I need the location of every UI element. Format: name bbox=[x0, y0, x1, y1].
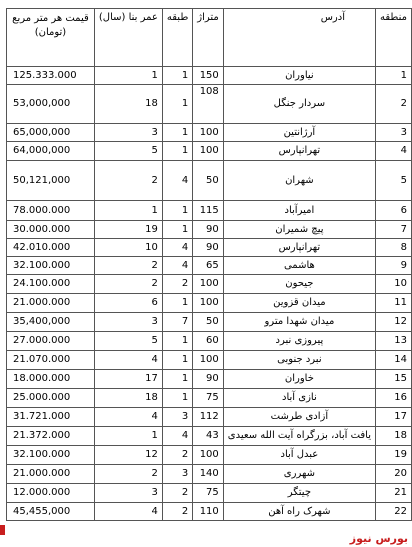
table-row bbox=[7, 389, 412, 408]
cell-age: 12 bbox=[94, 446, 162, 465]
header-age: عمر بنا (سال) bbox=[94, 9, 162, 67]
cell-floor: 2 bbox=[162, 275, 192, 294]
cell-price: 30.000.000 bbox=[7, 221, 95, 239]
cell-region: 18 bbox=[376, 427, 412, 446]
cell-floor: 1 bbox=[162, 85, 192, 124]
cell-age: 4 bbox=[94, 503, 162, 521]
cell-address: چیتگر bbox=[223, 484, 375, 503]
table-row bbox=[7, 484, 412, 503]
header-row bbox=[7, 9, 412, 67]
cell-price: 27.000.000 bbox=[7, 332, 95, 351]
cell-age: 4 bbox=[94, 408, 162, 427]
cell-price: 21.372.000 bbox=[7, 427, 95, 446]
cell-area: 150 bbox=[193, 67, 224, 85]
header-price-line1: قیمت هر متر مربع bbox=[12, 13, 89, 24]
cell-price: 32.100.000 bbox=[7, 446, 95, 465]
cell-region: 1 bbox=[376, 67, 412, 85]
cell-price: 21.000.000 bbox=[7, 294, 95, 313]
cell-price: 25.000.000 bbox=[7, 389, 95, 408]
cell-area: 50 bbox=[193, 313, 224, 332]
cell-floor: 1 bbox=[162, 221, 192, 239]
cell-address: تهرانپارس bbox=[223, 142, 375, 161]
table-row bbox=[7, 351, 412, 370]
cell-age: 17 bbox=[94, 370, 162, 389]
cell-area: 140 bbox=[193, 465, 224, 484]
cell-region: 20 bbox=[376, 465, 412, 484]
cell-price: 35,400,000 bbox=[7, 313, 95, 332]
cell-area: 90 bbox=[193, 221, 224, 239]
cell-floor: 4 bbox=[162, 161, 192, 201]
header-price-line2: (تومان) bbox=[34, 26, 67, 38]
cell-floor: 1 bbox=[162, 389, 192, 408]
cell-age: 3 bbox=[94, 313, 162, 332]
cell-address: شهرک راه آهن bbox=[223, 503, 375, 521]
cell-address: میدان شهدا مترو bbox=[223, 313, 375, 332]
table-row bbox=[7, 239, 412, 257]
cell-region: 5 bbox=[376, 161, 412, 201]
cell-area: 112 bbox=[193, 408, 224, 427]
cell-price: 31.721.000 bbox=[7, 408, 95, 427]
cell-region: 3 bbox=[376, 124, 412, 142]
table-row bbox=[7, 201, 412, 221]
cell-age: 2 bbox=[94, 257, 162, 275]
watermark-logo: بورس نیوز bbox=[349, 532, 408, 545]
cell-area: 115 bbox=[193, 201, 224, 221]
table-row bbox=[7, 124, 412, 142]
cell-price: 12.000.000 bbox=[7, 484, 95, 503]
cell-address: هاشمی bbox=[223, 257, 375, 275]
cell-price: 21.000.000 bbox=[7, 465, 95, 484]
cell-age: 19 bbox=[94, 221, 162, 239]
table-body bbox=[7, 67, 412, 521]
watermark-corner-mark bbox=[0, 525, 5, 535]
cell-region: 16 bbox=[376, 389, 412, 408]
cell-area: 75 bbox=[193, 389, 224, 408]
cell-age: 3 bbox=[94, 124, 162, 142]
cell-region: 4 bbox=[376, 142, 412, 161]
cell-region: 11 bbox=[376, 294, 412, 313]
table-row bbox=[7, 142, 412, 161]
table-row bbox=[7, 503, 412, 521]
cell-age: 1 bbox=[94, 67, 162, 85]
cell-price: 78.000.000 bbox=[7, 201, 95, 221]
price-table bbox=[6, 8, 412, 521]
cell-address: پیروزی نبرد bbox=[223, 332, 375, 351]
table-row bbox=[7, 427, 412, 446]
table-row bbox=[7, 446, 412, 465]
cell-age: 4 bbox=[94, 351, 162, 370]
cell-age: 5 bbox=[94, 142, 162, 161]
cell-region: 17 bbox=[376, 408, 412, 427]
cell-address: نازی آباد bbox=[223, 389, 375, 408]
cell-region: 14 bbox=[376, 351, 412, 370]
cell-area: 43 bbox=[193, 427, 224, 446]
cell-price: 50,121,000 bbox=[7, 161, 95, 201]
cell-area: 90 bbox=[193, 239, 224, 257]
cell-area: 100 bbox=[193, 351, 224, 370]
cell-address: سردار جنگل bbox=[223, 85, 375, 124]
cell-price: 21.070.000 bbox=[7, 351, 95, 370]
cell-floor: 1 bbox=[162, 142, 192, 161]
cell-floor: 2 bbox=[162, 484, 192, 503]
cell-address: تهرانپارس bbox=[223, 239, 375, 257]
cell-price: 24.100.000 bbox=[7, 275, 95, 294]
cell-price: 42.010.000 bbox=[7, 239, 95, 257]
cell-address: میدان قزوین bbox=[223, 294, 375, 313]
cell-floor: 1 bbox=[162, 294, 192, 313]
cell-age: 5 bbox=[94, 332, 162, 351]
cell-region: 19 bbox=[376, 446, 412, 465]
cell-price: 53,000,000 bbox=[7, 85, 95, 124]
cell-floor: 4 bbox=[162, 427, 192, 446]
cell-address: شهرری bbox=[223, 465, 375, 484]
cell-address: نبرد جنوبی bbox=[223, 351, 375, 370]
cell-area: 108 bbox=[193, 85, 224, 124]
cell-age: 1 bbox=[94, 201, 162, 221]
cell-address: یافت آباد، بزرگراه آیت الله سعیدی bbox=[223, 427, 375, 446]
cell-floor: 1 bbox=[162, 124, 192, 142]
cell-address: امیرآباد bbox=[223, 201, 375, 221]
cell-area: 90 bbox=[193, 370, 224, 389]
table-row bbox=[7, 85, 412, 124]
table-row bbox=[7, 313, 412, 332]
header-region: منطقه bbox=[376, 9, 412, 67]
cell-age: 6 bbox=[94, 294, 162, 313]
cell-address: نیاوران bbox=[223, 67, 375, 85]
cell-area: 100 bbox=[193, 275, 224, 294]
cell-price: 125.333.000 bbox=[7, 67, 95, 85]
cell-floor: 2 bbox=[162, 503, 192, 521]
cell-address: آرژانتین bbox=[223, 124, 375, 142]
cell-price: 32.100.000 bbox=[7, 257, 95, 275]
cell-floor: 4 bbox=[162, 257, 192, 275]
cell-floor: 1 bbox=[162, 67, 192, 85]
cell-area: 110 bbox=[193, 503, 224, 521]
cell-age: 1 bbox=[94, 427, 162, 446]
cell-address: جیحون bbox=[223, 275, 375, 294]
table-row bbox=[7, 370, 412, 389]
cell-age: 18 bbox=[94, 389, 162, 408]
cell-floor: 1 bbox=[162, 370, 192, 389]
cell-price: 18.000.000 bbox=[7, 370, 95, 389]
cell-address: شهران bbox=[223, 161, 375, 201]
cell-floor: 1 bbox=[162, 332, 192, 351]
table-row bbox=[7, 221, 412, 239]
cell-region: 22 bbox=[376, 503, 412, 521]
cell-area: 65 bbox=[193, 257, 224, 275]
cell-floor: 1 bbox=[162, 201, 192, 221]
cell-address: آزادی طرشت bbox=[223, 408, 375, 427]
header-area: متراژ bbox=[193, 9, 224, 67]
cell-area: 100 bbox=[193, 294, 224, 313]
cell-address: خاوران bbox=[223, 370, 375, 389]
cell-floor: 3 bbox=[162, 408, 192, 427]
cell-area: 100 bbox=[193, 142, 224, 161]
cell-price: 45,455,000 bbox=[7, 503, 95, 521]
table-row bbox=[7, 257, 412, 275]
header-address: آدرس bbox=[223, 9, 375, 67]
table-row bbox=[7, 332, 412, 351]
cell-area: 100 bbox=[193, 124, 224, 142]
table-row bbox=[7, 161, 412, 201]
table-row bbox=[7, 67, 412, 85]
table-row bbox=[7, 465, 412, 484]
cell-age: 2 bbox=[94, 275, 162, 294]
cell-price: 64,000,000 bbox=[7, 142, 95, 161]
cell-region: 9 bbox=[376, 257, 412, 275]
cell-area: 60 bbox=[193, 332, 224, 351]
cell-region: 8 bbox=[376, 239, 412, 257]
cell-floor: 1 bbox=[162, 351, 192, 370]
cell-floor: 7 bbox=[162, 313, 192, 332]
cell-area: 50 bbox=[193, 161, 224, 201]
cell-area: 75 bbox=[193, 484, 224, 503]
cell-region: 10 bbox=[376, 275, 412, 294]
cell-region: 13 bbox=[376, 332, 412, 351]
cell-age: 2 bbox=[94, 161, 162, 201]
cell-address: پیچ شمیران bbox=[223, 221, 375, 239]
cell-floor: 4 bbox=[162, 239, 192, 257]
table-row bbox=[7, 408, 412, 427]
cell-age: 18 bbox=[94, 85, 162, 124]
cell-floor: 3 bbox=[162, 465, 192, 484]
header-floor: طبقه bbox=[162, 9, 192, 67]
cell-area: 100 bbox=[193, 446, 224, 465]
cell-region: 2 bbox=[376, 85, 412, 124]
cell-age: 2 bbox=[94, 465, 162, 484]
cell-floor: 2 bbox=[162, 446, 192, 465]
cell-price: 65,000,000 bbox=[7, 124, 95, 142]
cell-age: 3 bbox=[94, 484, 162, 503]
table-row bbox=[7, 294, 412, 313]
cell-region: 6 bbox=[376, 201, 412, 221]
cell-region: 7 bbox=[376, 221, 412, 239]
table-row bbox=[7, 275, 412, 294]
cell-region: 12 bbox=[376, 313, 412, 332]
header-price bbox=[7, 9, 95, 67]
cell-age: 10 bbox=[94, 239, 162, 257]
cell-region: 15 bbox=[376, 370, 412, 389]
cell-address: عبدل آباد bbox=[223, 446, 375, 465]
cell-region: 21 bbox=[376, 484, 412, 503]
